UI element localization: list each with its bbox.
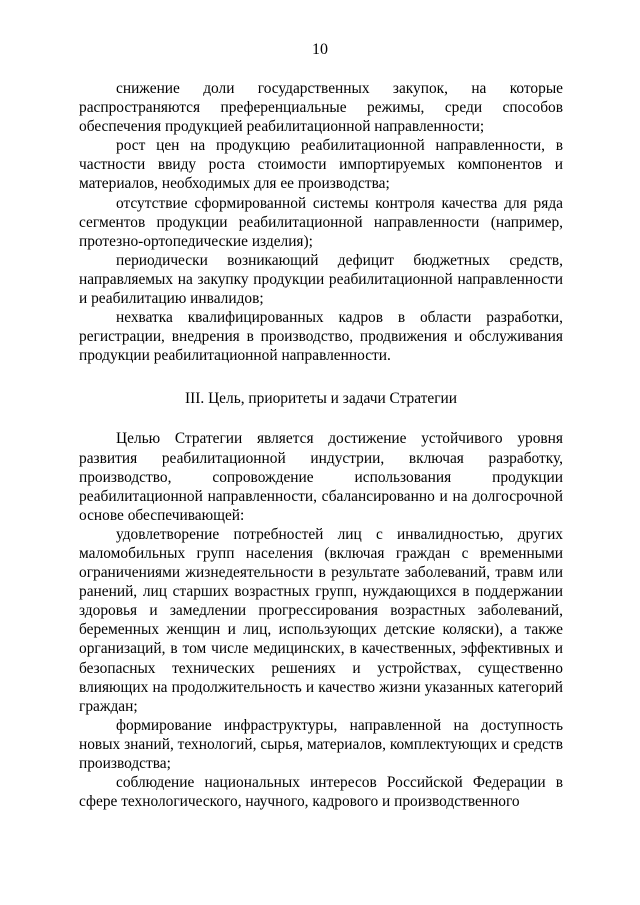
paragraph: Целью Стратегии является достижение устойчивого уровня развития реабилитационной индустрии, включая разработку, производство, сопровождение использования продукции реабилитационной направленности, сбалансированно и на долгосрочной основе обеспечивающей: [79, 430, 563, 524]
page-number: 10 [312, 41, 328, 58]
paragraph: нехватка квалифицированных кадров в области разработки, регистрации, внедрения в производство, продвижения и обслуживания продукции реабилитационной направленности. [79, 309, 563, 365]
paragraph: формирование инфраструктуры, направленной на доступность новых знаний, технологий, сырья, материалов, комплектующих и средств производства; [79, 716, 563, 772]
section-heading: III. Цель, приоритеты и задачи Стратегии [185, 390, 457, 408]
paragraph: отсутствие сформированной системы контроля качества для ряда сегментов продукции реабилитационной направленности (например, протезно-ортопедические изделия); [79, 194, 563, 250]
paragraph: периодически возникающий дефицит бюджетных средств, направляемых на закупку продукции реабилитационной направленности и реабилитацию инвалидов; [79, 251, 563, 308]
document-body [79, 79, 563, 811]
paragraph: соблюдение национальных интересов Российской Федерации в сфере технологического, научного, кадрового и производственного [79, 774, 563, 811]
paragraph: удовлетворение потребностей лиц с инвалидностью, других маломобильных групп населения (включая граждан с временными ограничениями жизнедеятельности в результате заболеваний, травм или ранений, лиц старших возрастных групп, нуждающихся в поддержании здоровья и замедлении прогрессирования возрастных заболеваний, беременных женщин и лиц, использующих детские коляски), а также организаций, в том числе медицинских, в качественных, эффективных и безопасных технических решениях и устройствах, существенно влияющих на продолжительность и качество жизни указанных категорий граждан; [79, 525, 563, 715]
paragraph: снижение доли государственных закупок, на которые распространяются преференциальные режимы, среди способов обеспечения продукцией реабилитационной направленности; [79, 80, 563, 136]
paragraph: рост цен на продукцию реабилитационной направленности, в частности ввиду роста стоимости импортируемых компонентов и материалов, необходимых для ее производства; [79, 137, 563, 193]
